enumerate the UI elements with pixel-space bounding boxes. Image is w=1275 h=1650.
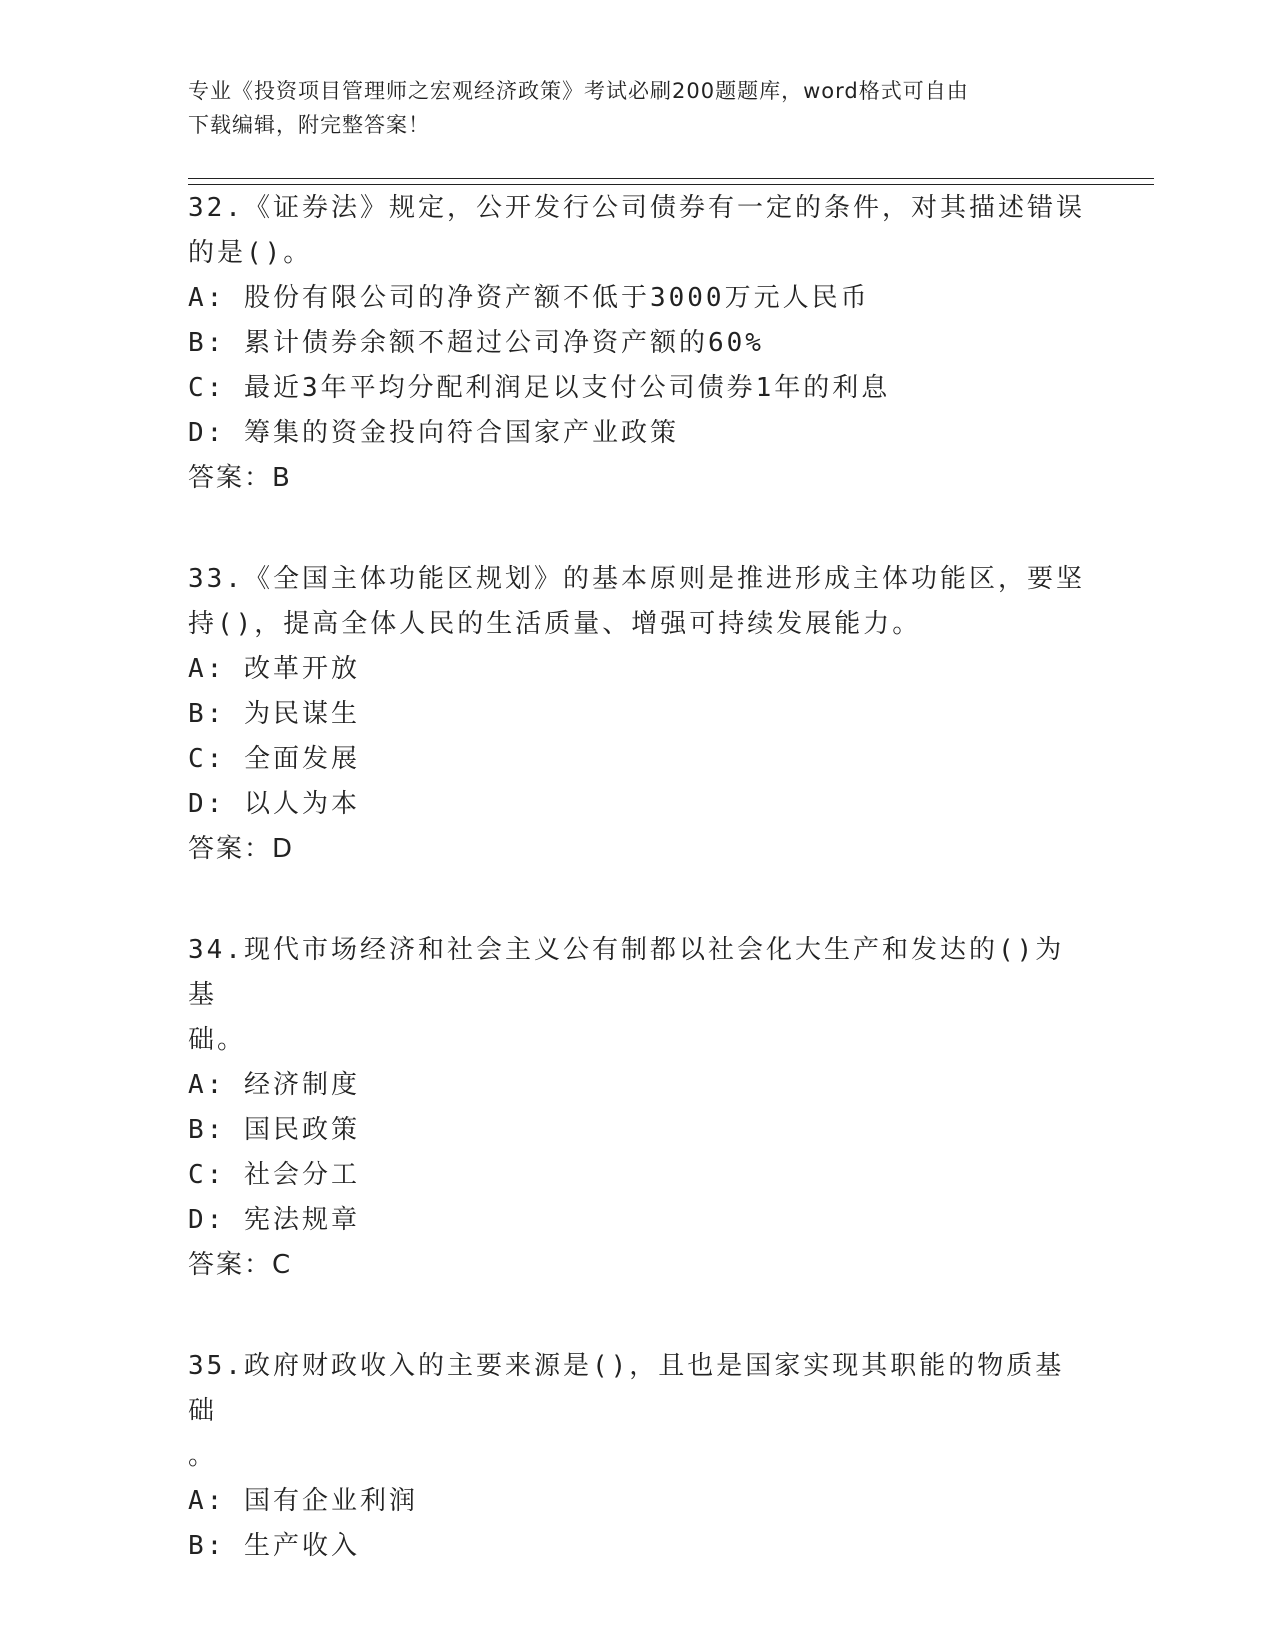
- question-stem-line-1: 32.《证券法》规定，公开发行公司债券有一定的条件，对其描述错误: [188, 193, 1085, 223]
- question-stem: [188, 186, 1088, 276]
- question-34: [188, 928, 1088, 1288]
- question-stem: [188, 928, 1088, 1063]
- question-stem-line-1: 34.现代市场经济和社会主义公有制都以社会化大生产和发达的()为基: [188, 935, 1065, 1010]
- header-divider-top: [188, 178, 1154, 179]
- header-line-2: 下载编辑，附完整答案！: [188, 113, 430, 137]
- question-stem: [188, 1344, 1088, 1479]
- option-a: A: 经济制度: [188, 1070, 360, 1100]
- answer: 答案：B: [188, 463, 292, 493]
- question-stem-line-2: 持()，提高全体人民的生活质量、增强可持续发展能力。: [188, 609, 922, 639]
- question-stem: [188, 557, 1088, 647]
- option-b: B: 生产收入: [188, 1531, 360, 1561]
- document-header: [188, 74, 1088, 142]
- question-stem-line-1: 33.《全国主体功能区规划》的基本原则是推进形成主体功能区，要坚: [188, 564, 1085, 594]
- question-32: [188, 186, 1088, 501]
- question-stem-line-2: 。: [188, 1441, 218, 1471]
- option-b: B: 为民谋生: [188, 699, 360, 729]
- header-divider-bottom: [188, 184, 1154, 185]
- option-c: C: 社会分工: [188, 1160, 360, 1190]
- header-line-1: 专业《投资项目管理师之宏观经济政策》考试必刷200题题库，word格式可自由: [188, 79, 969, 103]
- question-stem-line-2: 础。: [188, 1025, 247, 1055]
- option-a: A: 国有企业利润: [188, 1486, 418, 1516]
- option-d: D: 筹集的资金投向符合国家产业政策: [188, 418, 679, 448]
- question-35: [188, 1344, 1088, 1569]
- option-c: C: 最近3年平均分配利润足以支付公司债券1年的利息: [188, 373, 891, 403]
- option-d: D: 宪法规章: [188, 1205, 360, 1235]
- question-stem-line-1: 35.政府财政收入的主要来源是()，且也是国家实现其职能的物质基础: [188, 1351, 1065, 1426]
- question-33: [188, 557, 1088, 872]
- answer: 答案：D: [188, 834, 295, 864]
- answer: 答案：C: [188, 1250, 293, 1280]
- option-a: A: 股份有限公司的净资产额不低于3000万元人民币: [188, 283, 870, 313]
- option-a: A: 改革开放: [188, 654, 360, 684]
- question-stem-line-2: 的是()。: [188, 238, 313, 268]
- option-c: C: 全面发展: [188, 744, 360, 774]
- option-d: D: 以人为本: [188, 789, 360, 819]
- question-list: [188, 186, 1088, 1625]
- option-b: B: 国民政策: [188, 1115, 360, 1145]
- option-b: B: 累计债券余额不超过公司净资产额的60%: [188, 328, 764, 358]
